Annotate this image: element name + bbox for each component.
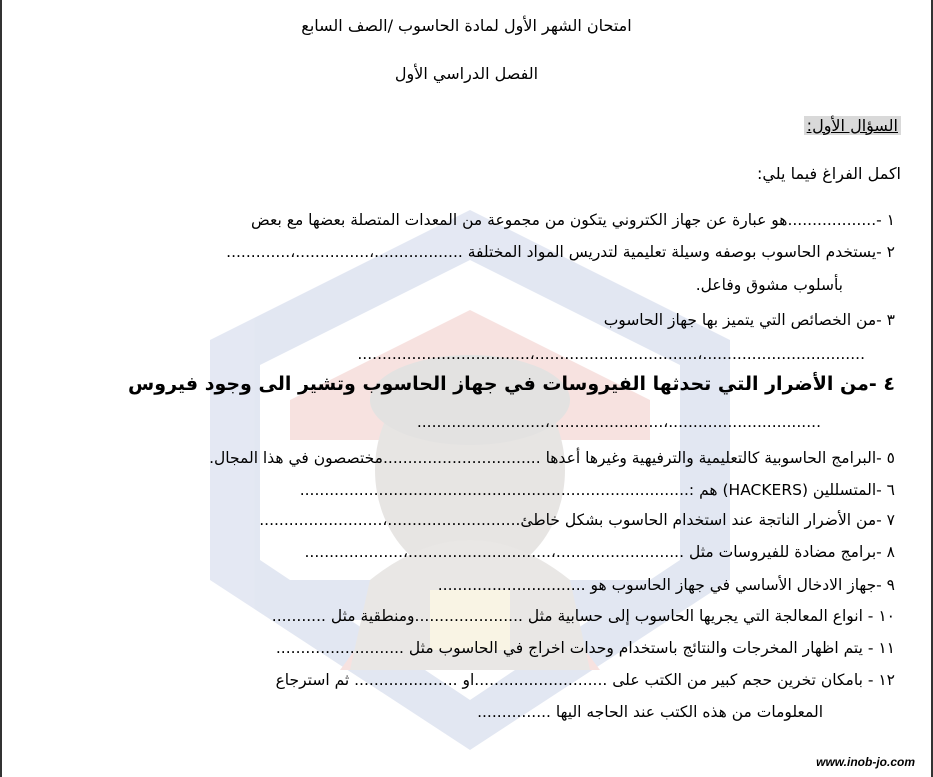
exam-title: امتحان الشهر الأول لمادة الحاسوب /الصف السابع	[301, 16, 632, 35]
item-4-blanks: ...............................،.......................،..........................	[416, 413, 821, 431]
item-12-continued: المعلومات من هذه الكتب عند الحاجه اليها ...............	[477, 703, 823, 721]
item-6: ٦ -المتسللين (HACKERS) هم :...............................................................................	[299, 481, 895, 499]
item-2: ٢ -يستخدم الحاسوب بوصفه وسيلة تعليمية لتدريس المواد المختلفة ..................،...............،.............	[226, 243, 895, 261]
question-heading: السؤال الأول:	[804, 116, 901, 135]
item-12: ١٢ - بامكان تخرين حجم كبير من الكتب على ...........................او ..................... ثم استرجاع	[275, 671, 895, 689]
item-1: ١ -..................هو عبارة عن جهاز الكتروني يتكون من مجموعة من المعدات المتصلة بعضها مع بعض	[250, 211, 895, 229]
item-4: ٤ -من الأضرار التي تحدثها الفيروسات في جهاز الحاسوب وتشير الى وجود فيروس	[128, 373, 895, 395]
item-8: ٨ -برامج مضادة للفيروسات مثل ..........................،.............................،....................	[304, 543, 895, 561]
item-9: ٩ -جهاز الادخال الأساسي في جهاز الحاسوب هو ..............................	[437, 576, 895, 594]
question-heading-wrap	[804, 116, 901, 136]
footer-url: www.inob-jo.com	[816, 755, 915, 769]
page-border-left	[0, 0, 2, 777]
instruction-text: اكمل الفراغ فيما يلي:	[757, 164, 901, 183]
item-5: ٥ -البرامج الحاسوبية كالتعليمية والترفيهية وغيرها أعدها ................................مختصصون في هذا المجال.	[209, 449, 895, 467]
item-3: ٣ -من الخصائص التي يتميز بها جهاز الحاسوب	[603, 311, 895, 329]
item-11: ١١ - يتم اظهار المخرجات والنتائج باستخدام وحدات اخراج في الحاسوب مثل ..........................	[275, 639, 895, 657]
semester-subtitle: الفصل الدراسي الأول	[394, 64, 539, 83]
item-2-continued: بأسلوب مشوق وفاعل.	[695, 276, 843, 294]
item-10: ١٠ - انواع المعالجة التي يجريها الحاسوب إلى حسابية مثل ......................ومنطقية مثل ...........	[271, 607, 895, 625]
item-7: ٧ -من الأضرار الناتجة عند استخدام الحاسوب بشكل خاطئ...........................،.........................	[259, 511, 895, 529]
item-3-blanks: .................................،.................................،...................................	[357, 345, 865, 363]
